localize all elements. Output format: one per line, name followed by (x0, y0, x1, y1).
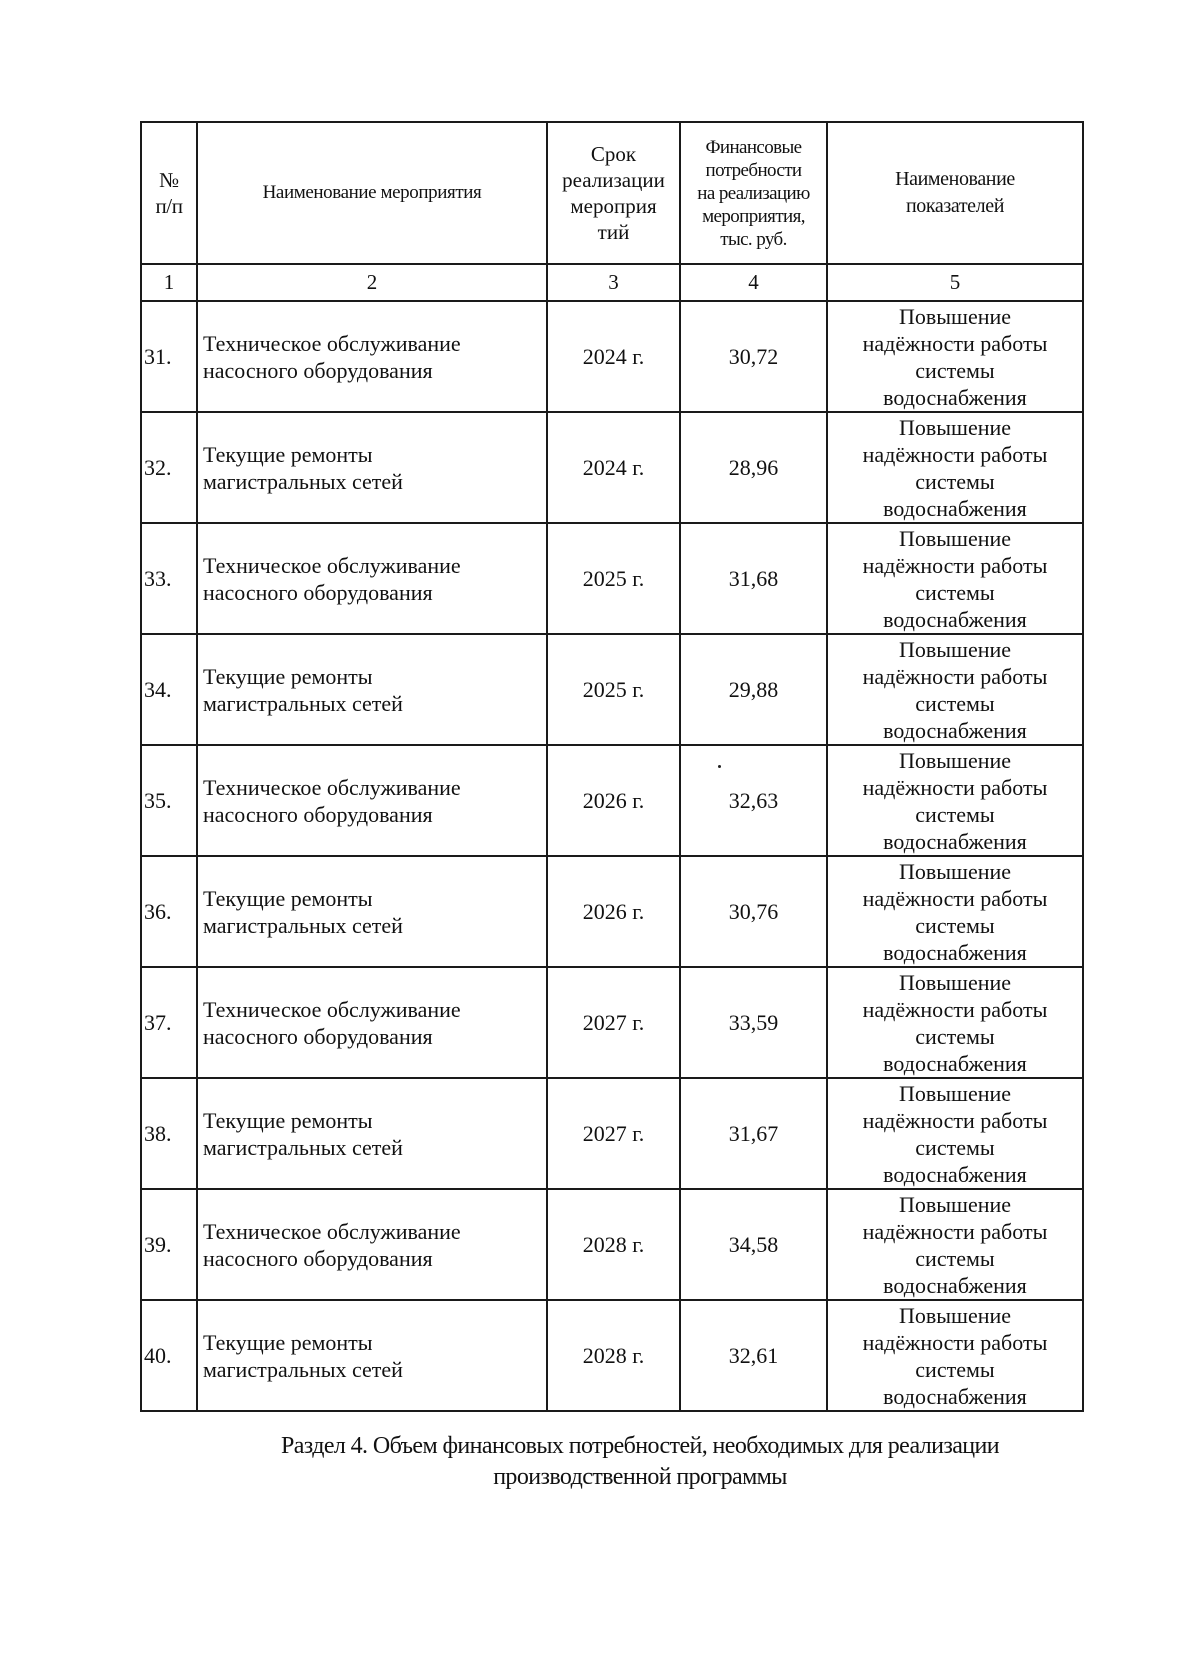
table-header-row (141, 122, 1083, 264)
measure-term: 2028 г. (547, 1189, 680, 1300)
table-row (141, 301, 1083, 412)
row-number: 40. (141, 1300, 197, 1411)
header-cost-line: потребности (705, 159, 802, 181)
measure-name (197, 301, 547, 412)
measure-indicator-line: Повышение (898, 1303, 1012, 1328)
measure-name (197, 634, 547, 745)
measure-indicator-line: надёжности работы (862, 442, 1048, 467)
table-row (141, 523, 1083, 634)
row-number: 34. (141, 634, 197, 745)
measure-name-line: магистральных сетей (203, 468, 403, 494)
measure-indicator (827, 1300, 1083, 1411)
measure-name-line: магистральных сетей (203, 912, 403, 938)
measure-indicator-line: водоснабжения (883, 496, 1027, 521)
measure-indicator-line: надёжности работы (862, 1108, 1048, 1133)
measure-cost: 29,88 (680, 634, 827, 745)
measure-indicator-line: Повышение (898, 526, 1012, 551)
row-number: 38. (141, 1078, 197, 1189)
header-cost-line: тыс. руб. (720, 228, 787, 250)
header-name (197, 122, 547, 264)
table-row (141, 967, 1083, 1078)
measure-cost: 32,61 (680, 1300, 827, 1411)
measure-name-line: насосного оборудования (203, 579, 433, 605)
measure-indicator-line: системы (915, 580, 995, 605)
measure-name (197, 523, 547, 634)
measure-name-line: Техническое обслуживание (203, 1218, 461, 1244)
measure-name (197, 412, 547, 523)
measure-indicator-line: водоснабжения (883, 385, 1027, 410)
table-row (141, 634, 1083, 745)
table-row (141, 745, 1083, 856)
measure-indicator-line: Повышение (898, 637, 1012, 662)
measures-table (140, 121, 1084, 1412)
table-row (141, 1189, 1083, 1300)
measure-cost: 33,59 (680, 967, 827, 1078)
measure-indicator-line: системы (915, 802, 995, 827)
header-num-line: № (159, 168, 179, 192)
row-number: 35. (141, 745, 197, 856)
measure-indicator-line: Повышение (898, 970, 1012, 995)
measure-term: 2026 г. (547, 745, 680, 856)
measure-indicator-line: системы (915, 1357, 995, 1382)
measure-indicator (827, 412, 1083, 523)
measure-name (197, 1078, 547, 1189)
measure-name (197, 1189, 547, 1300)
measure-name-line: Текущие ремонты (203, 441, 373, 467)
header-indicator-line: Наименование (895, 168, 1015, 190)
header-cost-line: мероприятия, (702, 205, 805, 227)
measure-name-line: магистральных сетей (203, 1134, 403, 1160)
measure-indicator-line: Повышение (898, 1081, 1012, 1106)
section-caption (160, 1431, 1120, 1493)
column-number: 4 (680, 264, 827, 301)
header-indicator (827, 122, 1083, 264)
measure-indicator-line: водоснабжения (883, 940, 1027, 965)
header-indicator-line: показателей (905, 195, 1005, 217)
measure-indicator (827, 1078, 1083, 1189)
measure-cost: 30,72 (680, 301, 827, 412)
measure-indicator-line: надёжности работы (862, 1330, 1048, 1355)
measure-indicator-line: надёжности работы (862, 886, 1048, 911)
header-num (141, 122, 197, 264)
measure-term: 2024 г. (547, 301, 680, 412)
measure-term: 2025 г. (547, 523, 680, 634)
measure-name-line: Техническое обслуживание (203, 552, 461, 578)
row-number: 32. (141, 412, 197, 523)
measure-name (197, 745, 547, 856)
measure-indicator-line: водоснабжения (883, 1384, 1027, 1409)
measure-name-line: насосного оборудования (203, 357, 433, 383)
table-row (141, 856, 1083, 967)
measure-name-line: Текущие ремонты (203, 663, 373, 689)
measure-term: 2026 г. (547, 856, 680, 967)
measure-indicator-line: надёжности работы (862, 1219, 1048, 1244)
measure-name-line: Текущие ремонты (203, 1329, 373, 1355)
measure-indicator-line: системы (915, 913, 995, 938)
measure-indicator-line: Повышение (898, 748, 1012, 773)
measure-indicator-line: Повышение (898, 859, 1012, 884)
column-number: 1 (141, 264, 197, 301)
measure-indicator (827, 301, 1083, 412)
measure-name (197, 856, 547, 967)
measure-term: 2027 г. (547, 1078, 680, 1189)
section-caption-line: Раздел 4. Объем финансовых потребностей, необходимых для реализации (280, 1433, 1000, 1459)
measure-cost: 30,76 (680, 856, 827, 967)
row-number: 39. (141, 1189, 197, 1300)
measure-indicator-line: Повышение (898, 304, 1012, 329)
column-number: 2 (197, 264, 547, 301)
header-cost-line: Финансовые (705, 136, 802, 158)
measure-indicator-line: водоснабжения (883, 1162, 1027, 1187)
measure-indicator-line: водоснабжения (883, 718, 1027, 743)
column-numbers-row (141, 264, 1083, 301)
measure-indicator (827, 634, 1083, 745)
measure-name (197, 967, 547, 1078)
measure-indicator (827, 967, 1083, 1078)
measure-indicator-line: надёжности работы (862, 664, 1048, 689)
column-number: 5 (827, 264, 1083, 301)
header-term-line: реализации (562, 168, 665, 192)
header-cost (680, 122, 827, 264)
table-row (141, 412, 1083, 523)
header-term-line: Срок (590, 142, 637, 166)
measure-indicator (827, 523, 1083, 634)
measure-indicator-line: водоснабжения (883, 829, 1027, 854)
measure-indicator (827, 1189, 1083, 1300)
measure-name-line: Техническое обслуживание (203, 774, 461, 800)
measure-indicator-line: надёжности работы (862, 997, 1048, 1022)
measure-indicator-line: системы (915, 1135, 995, 1160)
column-number: 3 (547, 264, 680, 301)
measure-indicator-line: надёжности работы (862, 553, 1048, 578)
measure-cost: 32,63 (680, 745, 827, 856)
measure-cost: 31,67 (680, 1078, 827, 1189)
measure-indicator-line: системы (915, 358, 995, 383)
header-term-line: мероприя (570, 194, 657, 218)
measure-indicator (827, 745, 1083, 856)
measure-cost: 34,58 (680, 1189, 827, 1300)
measure-indicator-line: системы (915, 1246, 995, 1271)
measure-indicator-line: Повышение (898, 415, 1012, 440)
row-number: 33. (141, 523, 197, 634)
row-number: 31. (141, 301, 197, 412)
measure-indicator-line: системы (915, 1024, 995, 1049)
measure-name-line: Техническое обслуживание (203, 996, 461, 1022)
measure-indicator-line: системы (915, 469, 995, 494)
measure-indicator-line: надёжности работы (862, 775, 1048, 800)
measure-term: 2027 г. (547, 967, 680, 1078)
section-caption-line: производственной программы (493, 1464, 787, 1490)
table-row (141, 1078, 1083, 1189)
measure-indicator-line: Повышение (898, 1192, 1012, 1217)
measure-name-line: магистральных сетей (203, 1356, 403, 1382)
measure-term: 2025 г. (547, 634, 680, 745)
measure-name-line: магистральных сетей (203, 690, 403, 716)
measure-name-line: насосного оборудования (203, 1245, 433, 1271)
measure-name-line: Текущие ремонты (203, 885, 373, 911)
row-number: 36. (141, 856, 197, 967)
measure-name-line: Текущие ремонты (203, 1107, 373, 1133)
measure-cost: 28,96 (680, 412, 827, 523)
header-name-label: Наименование мероприятия (262, 182, 482, 203)
measure-name (197, 1300, 547, 1411)
measure-indicator-line: водоснабжения (883, 607, 1027, 632)
measure-indicator-line: водоснабжения (883, 1273, 1027, 1298)
measure-name-line: Техническое обслуживание (203, 330, 461, 356)
measure-name-line: насосного оборудования (203, 1023, 433, 1049)
header-term-line: тий (597, 220, 630, 244)
measure-term: 2028 г. (547, 1300, 680, 1411)
scan-speck (718, 765, 721, 768)
header-term (547, 122, 680, 264)
header-cost-line: на реализацию (697, 182, 810, 204)
measure-indicator (827, 856, 1083, 967)
header-num-line: п/п (155, 194, 183, 218)
measure-term: 2024 г. (547, 412, 680, 523)
row-number: 37. (141, 967, 197, 1078)
table-body (141, 301, 1083, 1411)
measure-indicator-line: водоснабжения (883, 1051, 1027, 1076)
table-row (141, 1300, 1083, 1411)
measure-indicator-line: надёжности работы (862, 331, 1048, 356)
measure-indicator-line: системы (915, 691, 995, 716)
measure-cost: 31,68 (680, 523, 827, 634)
measure-name-line: насосного оборудования (203, 801, 433, 827)
